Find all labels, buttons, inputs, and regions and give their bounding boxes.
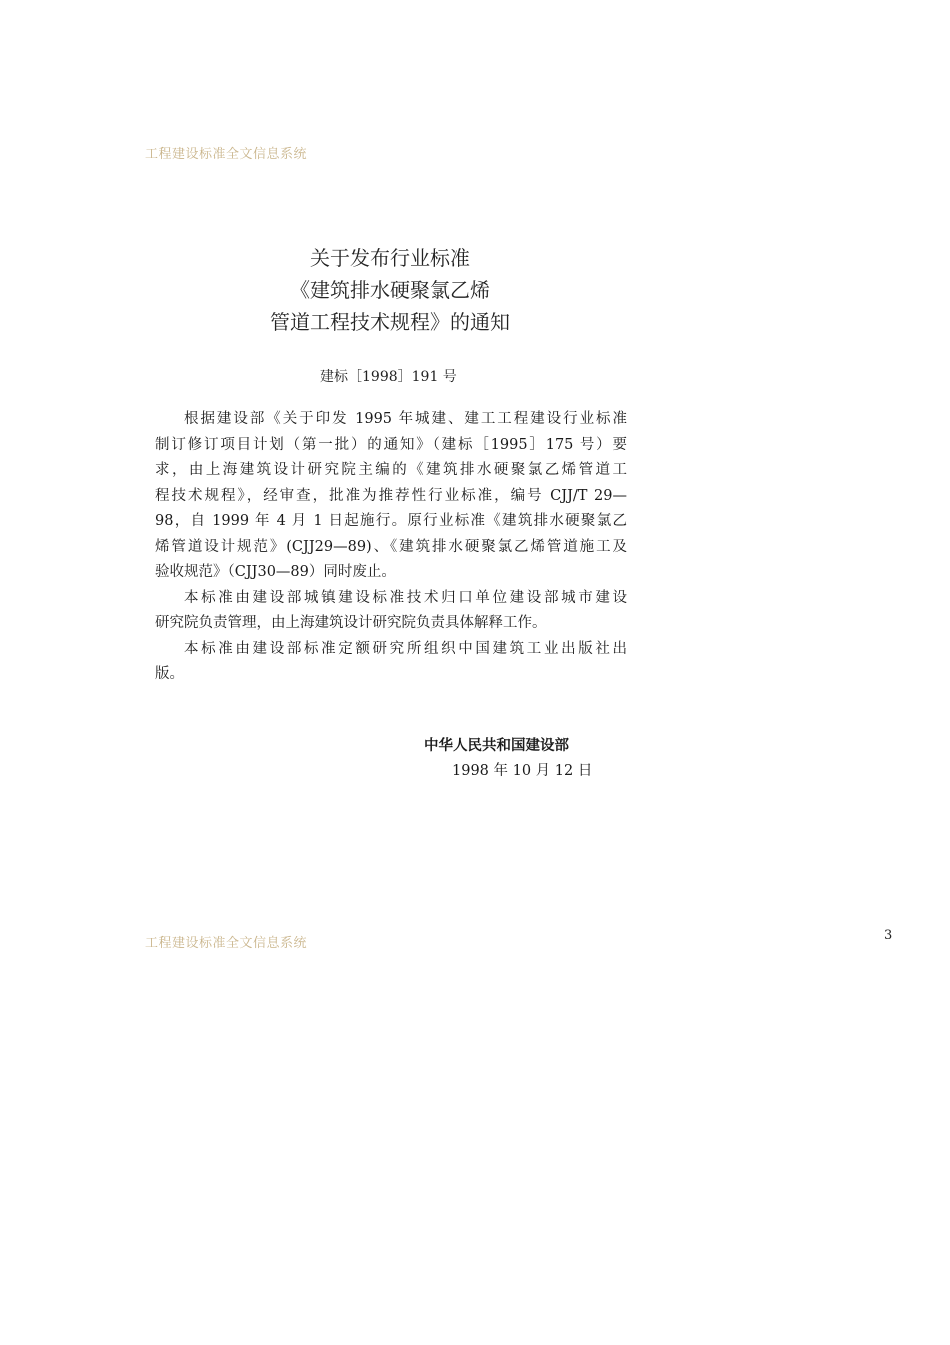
paragraph-line: 验收规范》（CJJ30—89）同时废止。 [155, 564, 396, 580]
paragraph-line: 研究院负责管理，由上海建筑设计研究院负责具体解释工作。 [155, 615, 547, 631]
watermark-top: 工程建设标准全文信息系统 [145, 147, 308, 162]
paragraph-line: 本标准由建设部标准定额研究所组织中国建筑工业出版社出 [184, 640, 627, 657]
paragraph-line: 版。 [155, 666, 184, 682]
issue-date: 1998 年 10 月 12 日 [452, 763, 593, 779]
paragraph-line: 程技术规程》，经审查，批准为推荐性行业标准，编号 CJJ/T 29— [155, 487, 627, 504]
paragraph-line: 制订修订项目计划（第一批）的通知》（建标［1995］175 号）要 [155, 436, 627, 453]
notice-body [155, 407, 627, 688]
title-line-1: 关于发布行业标准 [310, 246, 470, 270]
paragraph-2 [155, 586, 627, 637]
paragraph-line: 烯管道设计规范》(CJJ29—89)、《建筑排水硬聚氯乙烯管道施工及 [155, 538, 627, 555]
paragraph-line: 本标准由建设部城镇建设标准技术归口单位建设部城市建设 [184, 589, 627, 606]
notice-title [150, 242, 630, 338]
paragraph-3 [155, 637, 627, 688]
paragraph-line: 求，由上海建筑设计研究院主编的《建筑排水硬聚氯乙烯管道工 [155, 462, 627, 478]
paragraph-1 [155, 407, 627, 586]
title-line-2: 《建筑排水硬聚氯乙烯 [290, 278, 490, 302]
paragraph-line: 98，自 1999 年 4 月 1 日起施行。原行业标准《建筑排水硬聚氯乙 [155, 513, 627, 529]
watermark-bottom: 工程建设标准全文信息系统 [145, 936, 308, 951]
document-number: 建标［1998］191 号 [320, 369, 457, 385]
paragraph-line: 根据建设部《关于印发 1995 年城建、建工工程建设行业标准 [184, 411, 627, 427]
issuing-organization: 中华人民共和国建设部 [424, 738, 569, 754]
page-number: 3 [884, 928, 893, 943]
signature-block [424, 734, 592, 784]
title-line-3: 管道工程技术规程》的通知 [270, 310, 510, 334]
